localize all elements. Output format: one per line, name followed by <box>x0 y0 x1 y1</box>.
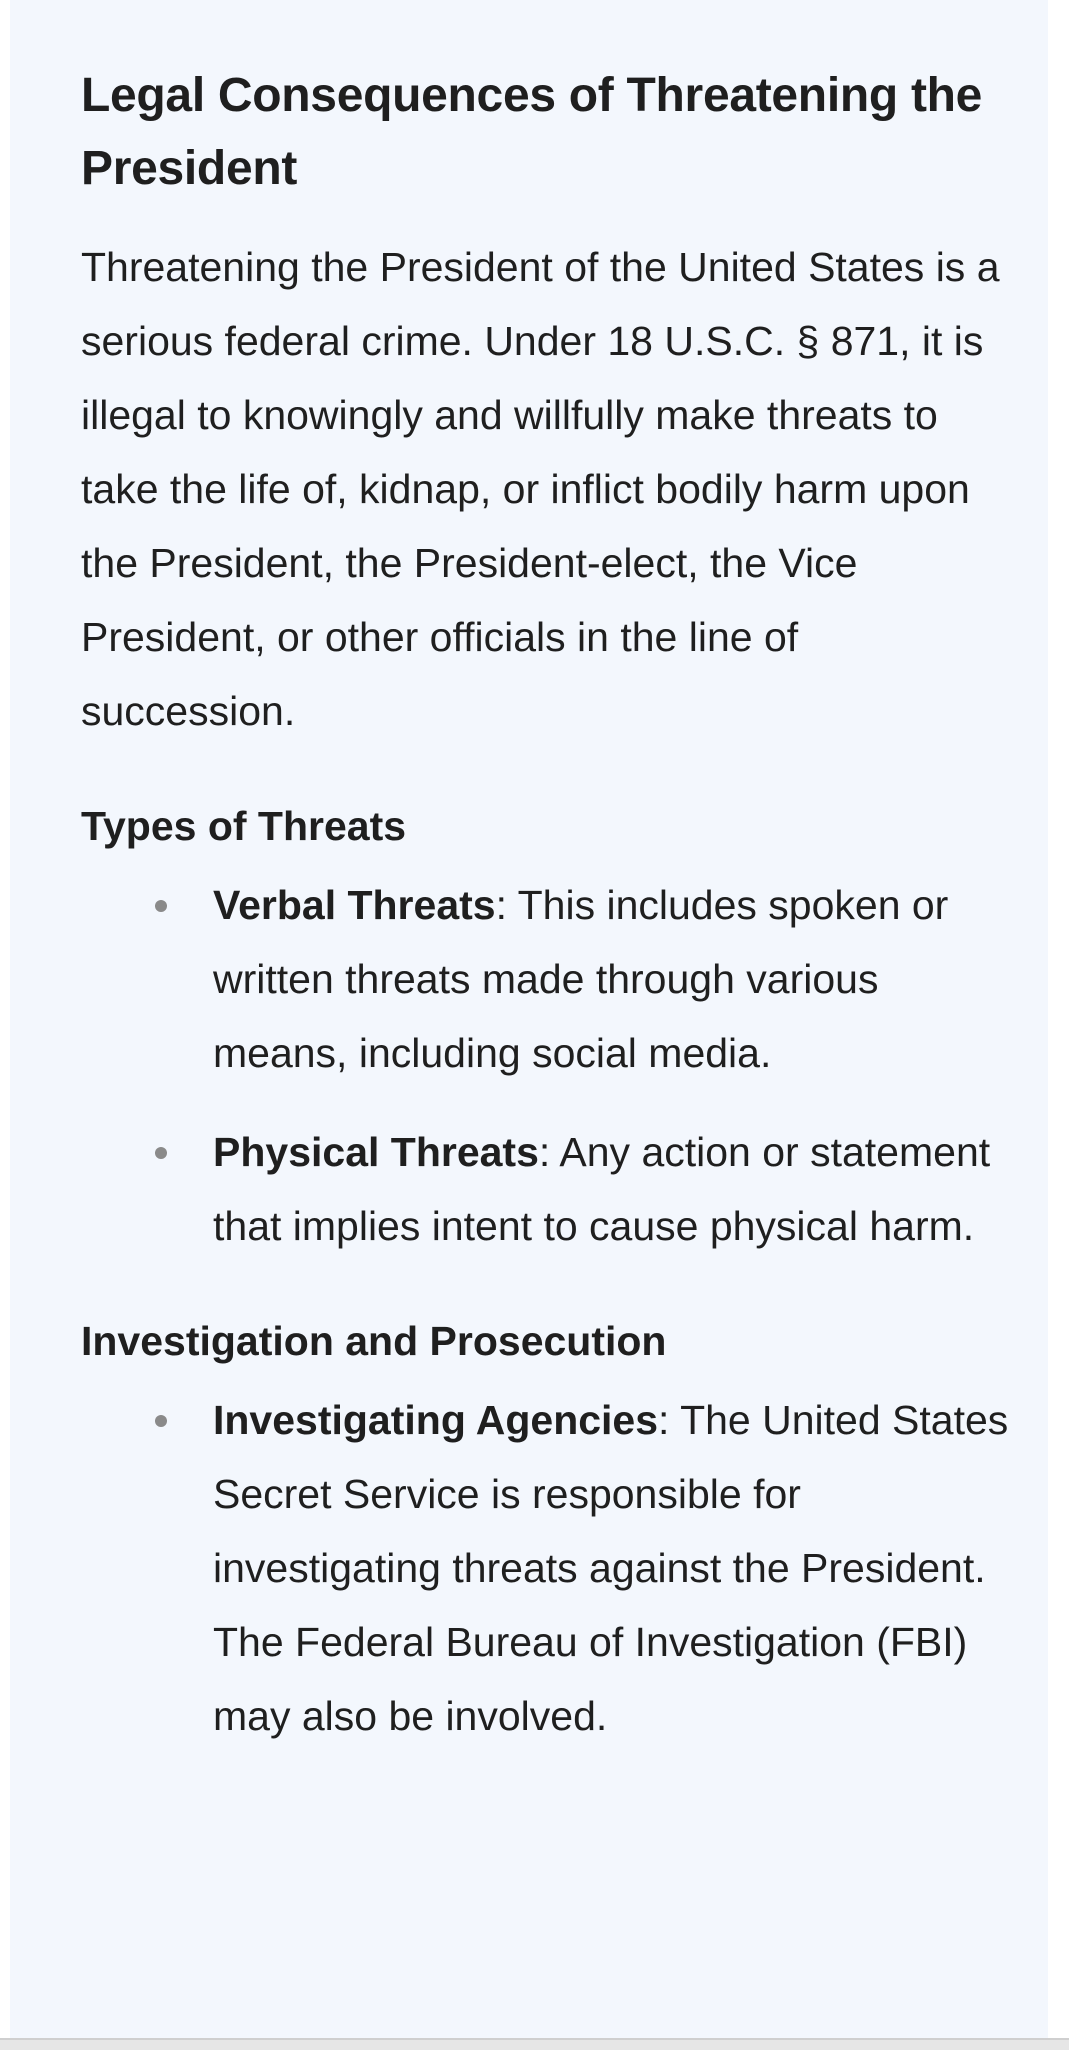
bullet-icon <box>155 1415 167 1427</box>
bullet-icon <box>155 1147 167 1159</box>
intro-paragraph: Threatening the President of the United States is a serious federal crime. Under 18 U.S.C. § 871, it is illegal to knowingly and willfully make threats to take the life of, kidnap, or inflict bodily harm upon the President, the President-elect, the Vice President, or other officials in the line of succession. <box>81 244 1000 734</box>
investigation-list <box>81 1383 1011 1753</box>
list-item-term: Verbal Threats <box>213 882 496 928</box>
bottom-bar <box>0 2038 1069 2050</box>
article-content <box>81 59 1011 1753</box>
types-list <box>81 868 1011 1263</box>
list-item-text: : Any action or statement that implies intent to cause physical harm. <box>213 1129 991 1249</box>
section-heading-types: Types of Threats <box>81 803 407 849</box>
list-item <box>81 868 1011 1090</box>
bullet-icon <box>155 900 167 912</box>
response-panel <box>10 0 1048 2038</box>
list-item <box>81 1115 1011 1263</box>
list-item-term: Investigating Agencies <box>213 1397 659 1443</box>
list-item <box>81 1383 1011 1753</box>
section-heading-investigation: Investigation and Prosecution <box>81 1318 667 1364</box>
list-item-text: : This includes spoken or written threats made through various means, including social media. <box>213 882 949 1076</box>
list-item-term: Physical Threats <box>213 1129 539 1175</box>
article-title: Legal Consequences of Threatening the President <box>81 69 983 195</box>
list-item-text: : The United States Secret Service is responsible for investigating threats against the President. The Federal Bureau of Investigation (FBI) may also be involved. <box>213 1397 1009 1739</box>
